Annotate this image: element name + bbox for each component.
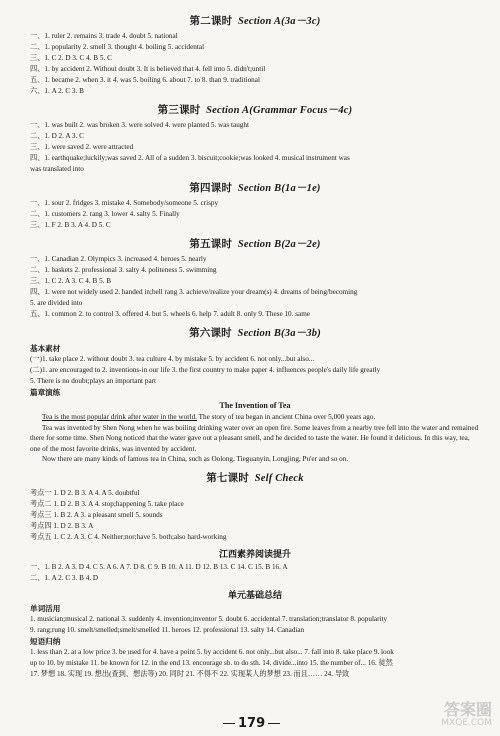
duanyu-line-1: 1. less than 2. at a low price 3. be used for 4. have a point 5. by accident 6. not only...but also... 7. fall into 8. take place 9. look (30, 647, 394, 656)
jx-line-1: 一、1. B 2. A 3. D 4. C 5. A 6. A 7. D 8. C 9. B 10. A 11. D 12. B 13. C 14. C 15. B 16. A (30, 562, 288, 571)
s7-line-3: 考点三 1. B 2. A 3. a pleasant smell 5. sounds (30, 510, 163, 519)
unit-summary-title: 单元基础总结 (227, 590, 282, 601)
s2-line-4: 四、1. by accident 2. Without doubt 3. It is believed that 4. fell into 5. didn't;until (30, 65, 266, 73)
s6-jiben-line-2: (二)1. are encouraged to 2. inventions-in our life 3. the first country to make paper 4. influences people's daily life greatly (30, 366, 381, 374)
passage-title: The Invention of Tea (219, 401, 291, 410)
s3-line-1: 一、1. was built 2. was broken 3. were solved 4. were planted 5. was taught (30, 121, 249, 129)
cihui-heading: 单词活用 (30, 603, 61, 613)
section-3-title: 第三课时 Section A(Grammar Focus－4c) (157, 105, 353, 116)
s4-line-3: 三、1. F 2. B 3. A 4. D 5. C (30, 221, 111, 229)
s3-line-2: 二、1. D 2. A 3. C (30, 132, 84, 140)
s2-line-1: 一、1. ruler 2. remains 3. trade 4. doubt 5. national (30, 32, 178, 40)
section-4-title: 第四课时 Section B(1a－1e) (189, 183, 321, 194)
cihui-line-2: 9. rang;rung 10. smelt/smelled;smelt/smelled 11. heroes 12. professional 13. salty 14. Canadian (30, 625, 305, 634)
jiben-heading: 基本素材 (30, 344, 61, 353)
s5-line-5: 5. are divided into (30, 299, 83, 307)
passage-topic-sentence: Tea is the most popular drink after water in the world. (42, 413, 197, 421)
s2-line-5: 五、1. became 2. when 3. it 4. was 5. boiling 6. about 7. to 8. than 9. traditional (30, 76, 260, 84)
s4-line-2: 二、1. customers 2. rang 3. lower 4. salty 5. Finally (30, 210, 180, 218)
pianzhang-heading: 篇章演练 (30, 388, 61, 397)
duanyu-line-3: 17. 梦想 18. 实现 19. 想出(查到、想法等) 20. 同时 21. 不得不 22. 实现某人的梦想 23. 而且…… 24. 导致 (30, 669, 350, 678)
section-2-title: 第二课时 Section A(3a－3c) (189, 16, 321, 27)
s3-line-5: was translated into (30, 165, 84, 173)
s5-line-6: 五、1. common 2. to control 3. offered 4. but 5. wheels 6. help 7. adult 8. only 9. These 10. same (30, 310, 310, 318)
s7-line-2: 考点二 1. D 2. B 3. A 4. stop;happening 5. take place (30, 499, 184, 508)
s3-line-3: 三、1. were saved 2. were attracted (30, 143, 134, 151)
section-5-title: 第五课时 Section B(2a－2e) (189, 239, 321, 250)
passage-paragraph-3: Now there are many kinds of famous tea in China, such as Oolong, Tieguanyin, Longjing, Pu'er and so on. (42, 455, 349, 463)
passage-paragraph-1: Tea is the most popular drink after water in the world. The story of tea began in ancient China over 5,000 years ago. (42, 413, 376, 421)
s3-line-4: 四、1. earthquake;luckily;was saved 2. All of a sudden 3. biscuit;cookie;was looked 4. musical instrument was (30, 154, 350, 162)
s7-line-5: 考点五 1. C 2. A 3. C 4. Neither;nor;have 5. both;also hard-working (30, 532, 227, 541)
s2-line-6: 六、1. A 2. C 3. B (30, 87, 84, 95)
site-watermark: 答案圈 MXQE.COM (441, 700, 492, 728)
duanyu-line-2: up to 10. by mistake 11. be known for 12. in the end 13. encourage sb. to do sth. 14. divide...into 15. the number of... 16. 徒然 (30, 658, 393, 667)
jx-line-2: 二、1. A 2. C 3. B 4. D (30, 573, 99, 582)
section-6-title: 第六课时 Section B(3a－3b) (189, 328, 321, 339)
passage-paragraph-2: Tea was invented by Shen Nong when he was boiling drinking water over an open fire. Some leaves from a nearby tree fell into the water and remained there for some time. Shen Nong noticed that the water gave out a pleasant smell, and he decided to taste the water. He found it delicious. In this way, tea, one of the most favorite drinks, was invented by accident. (30, 423, 479, 453)
section-7-title: 第七课时 Self Check (206, 472, 304, 484)
s5-line-2: 二、1. baskets 2. professional 3. salty 4. politeness 5. swimming (30, 266, 217, 274)
s2-line-3: 三、1. C 2. D 3. C 4. B 5. C (30, 54, 112, 62)
s7-line-1: 考点一 1. D 2. B 3. A 4. A 5. doubtful (30, 488, 140, 497)
s7-line-4: 考点四 1. D 2. B 3. A (30, 521, 94, 530)
s2-line-2: 二、1. popularity 2. smell 3. thought 4. boiling 5. accidental (30, 43, 205, 51)
cihui-line-1: 1. musician;musical 2. national 3. suddenly 4. invention;inventor 5. doubt 6. accidental 7. translation;translator 8. popularity (30, 614, 388, 623)
answer-page (30, 8, 480, 680)
s6-jiben-line-1: (一)1. take place 2. without doubt 3. tea culture 4. by mistake 5. by accident 6. not only...but also... (30, 355, 315, 363)
jiangxi-reading-title: 江西素养阅读提升 (218, 549, 291, 560)
s5-line-4: 四、1. were not widely used 2. handed in;bell rang 3. achieve/realize your dream(s) 4. dreams of being/becoming (30, 288, 358, 296)
s6-jiben-line-3: 5. There is no doubt;plays an important part (30, 377, 157, 385)
s5-line-1: 一、1. Canadian 2. Olympics 3. increased 4. heroes 5. nearly (30, 255, 207, 263)
s5-line-3: 三、1. C 2. A 3. C 4. B 5. B (30, 277, 112, 285)
duanyu-heading: 短语归纳 (30, 636, 61, 646)
s4-line-1: 一、1. sour 2. fridges 3. mistake 4. Somebody/someone 5. crispy (30, 199, 219, 207)
page-number: 179 (220, 716, 283, 731)
